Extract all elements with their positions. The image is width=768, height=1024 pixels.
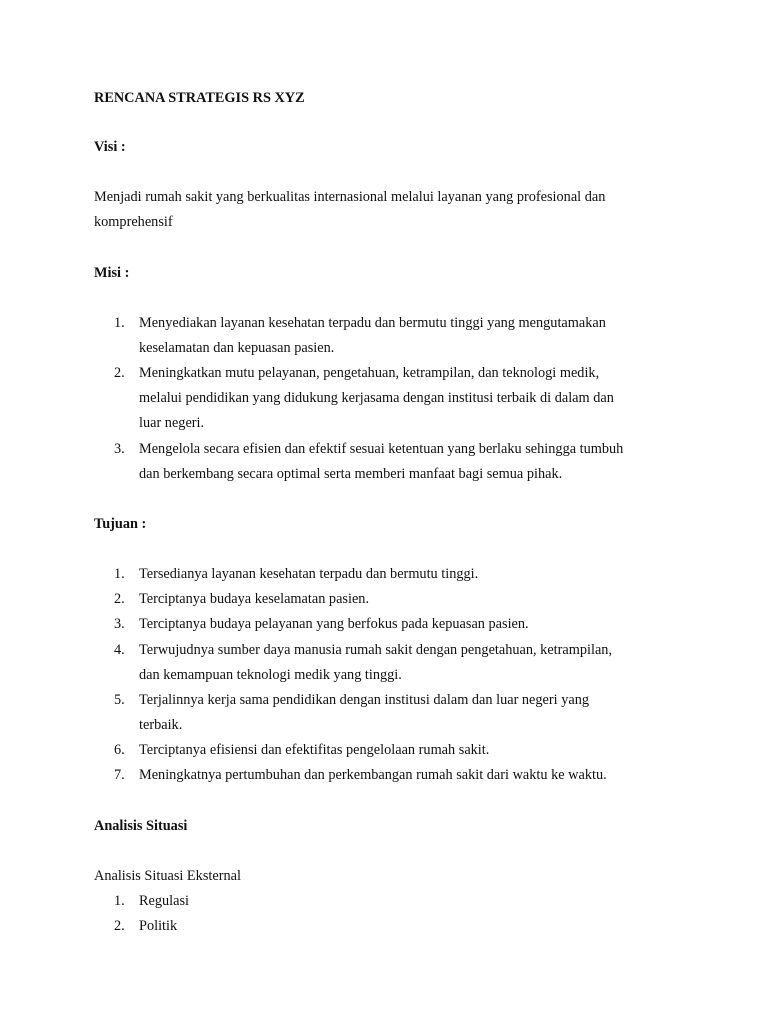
- analisis-heading: Analisis Situasi: [94, 818, 188, 834]
- visi-heading: Visi :: [94, 139, 126, 155]
- list-number: 4.: [114, 642, 125, 658]
- list-item-line: keselamatan dan kepuasan pasien.: [139, 340, 335, 356]
- list-item-line: terbaik.: [139, 717, 183, 733]
- list-number: 6.: [114, 742, 125, 758]
- list-item-line: dan kemampuan teknologi medik yang tinggi.: [139, 667, 402, 683]
- misi-heading: Misi :: [94, 265, 130, 281]
- list-item-line: Terwujudnya sumber daya manusia rumah sakit dengan pengetahuan, ketrampilan,: [139, 642, 613, 658]
- list-item-line: Menyediakan layanan kesehatan terpadu dan bermutu tinggi yang mengutamakan: [139, 315, 606, 331]
- list-item-line: Mengelola secara efisien dan efektif sesuai ketentuan yang berlaku sehingga tumbuh: [139, 441, 624, 457]
- list-item-line: melalui pendidikan yang didukung kerjasama dengan institusi terbaik di dalam dan: [139, 390, 614, 406]
- list-item-line: Terciptanya efisiensi dan efektifitas pengelolaan rumah sakit.: [139, 742, 490, 758]
- list-number: 2.: [114, 365, 125, 381]
- list-number: 3.: [114, 441, 125, 457]
- list-number: 1.: [114, 566, 125, 582]
- list-item-line: Terciptanya budaya keselamatan pasien.: [139, 591, 370, 607]
- tujuan-heading: Tujuan :: [94, 516, 147, 532]
- list-item-line: Regulasi: [139, 893, 190, 909]
- list-number: 5.: [114, 692, 125, 708]
- list-item-line: dan berkembang secara optimal serta memberi manfaat bagi semua pihak.: [139, 466, 563, 482]
- list-item-line: Meningkatnya pertumbuhan dan perkembangan rumah sakit dari waktu ke waktu.: [139, 767, 607, 783]
- document-title: RENCANA STRATEGIS RS XYZ: [94, 90, 305, 106]
- list-item-line: luar negeri.: [139, 415, 205, 431]
- list-item-line: Tersedianya layanan kesehatan terpadu dan bermutu tinggi.: [139, 566, 479, 582]
- list-item-line: Terjalinnya kerja sama pendidikan dengan institusi dalam dan luar negeri yang: [139, 692, 589, 708]
- list-item-line: Meningkatkan mutu pelayanan, pengetahuan, ketrampilan, dan teknologi medik,: [139, 365, 600, 381]
- list-number: 2.: [114, 591, 125, 607]
- visi-text-line: komprehensif: [94, 214, 173, 230]
- list-item-line: Politik: [139, 918, 178, 934]
- list-item-line: Terciptanya budaya pelayanan yang berfokus pada kepuasan pasien.: [139, 616, 529, 632]
- visi-text-line: Menjadi rumah sakit yang berkualitas internasional melalui layanan yang profesional dan: [94, 189, 606, 205]
- analisis-subheading: Analisis Situasi Eksternal: [94, 868, 241, 884]
- list-number: 3.: [114, 616, 125, 632]
- list-number: 1.: [114, 893, 125, 909]
- list-number: 7.: [114, 767, 125, 783]
- list-number: 1.: [114, 315, 125, 331]
- list-number: 2.: [114, 918, 125, 934]
